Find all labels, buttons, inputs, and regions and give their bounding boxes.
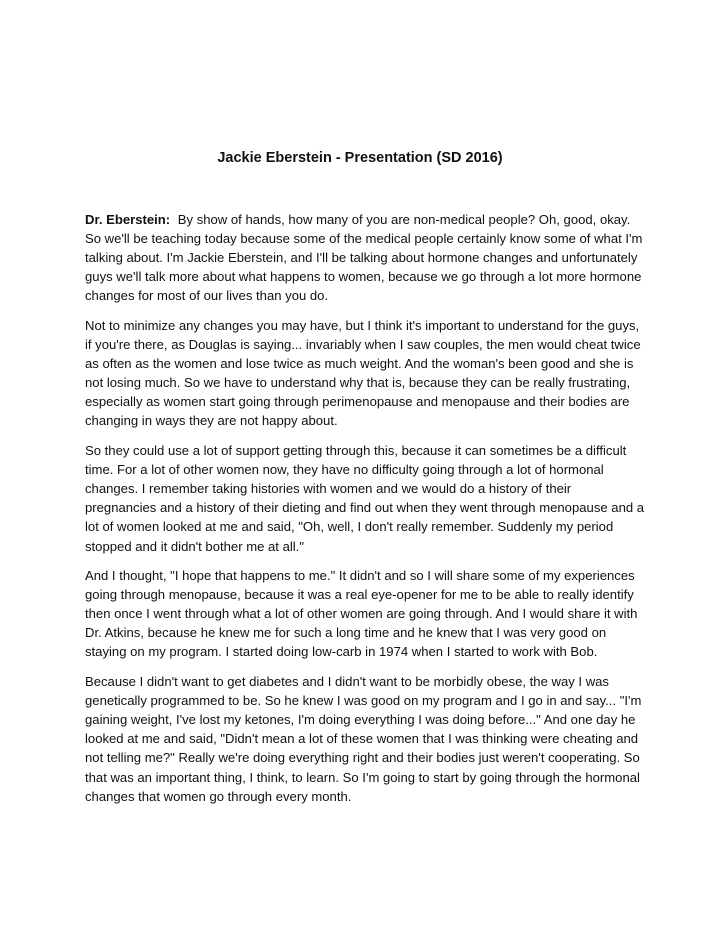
paragraph-4: And I thought, "I hope that happens to me." It didn't and so I will share some of my experiences going through menopause, because it was a real eye-opener for me to be able to really identify then once I went through what a lot of other women are going through. And I would share it with Dr. Atkins, because he knew me for such a long time and he knew that I was very good on staying on my program. I started doing low-carb in 1974 when I started to work with Bob.	[85, 568, 638, 660]
document-body	[85, 210, 645, 816]
paragraph-1	[85, 210, 645, 305]
paragraph-3: So they could use a lot of support getting through this, because it can sometimes be a difficult time. For a lot of other women now, they have no difficulty going through a lot of hormonal changes. I remember taking histories with women and we would do a history of their pregnancies and a history of their dieting and find out when they went through menopause and a lot of women looked at me and said, "Oh, well, I don't really remember. Suddenly my period stopped and it didn't bother me at all."	[85, 443, 645, 554]
paragraph-1-text: By show of hands, how many of you are non-medical people? Oh, good, okay. So we'll be teaching today because some of the medical people certainly know some of what I'm talking about. I'm Jackie Eberstein, and I'll be talking about hormone changes and unfortunately guys we'll talk more about what happens to women, because we go through a lot more hormone changes for most of our lives than you do.	[85, 212, 643, 304]
paragraph-2: Not to minimize any changes you may have, but I think it's important to understand for the guys, if you're there, as Douglas is saying... invariably when I saw couples, the men would cheat twice as often as the women and lose twice as much weight. And the woman's been good and she is not losing much. So we have to understand why that is, because they can be really frustrating, especially as women start going through perimenopause and menopause and their bodies are changing in ways they are not happy about.	[85, 317, 641, 429]
paragraph-5: Because I didn't want to get diabetes and I didn't want to be morbidly obese, the way I was genetically programmed to be. So he knew I was good on my program and I go in and say... "I'm gaining weight, I've lost my ketones, I'm doing everything I was doing before..." And one day he looked at me and said, "Didn't mean a lot of these women that I was thinking were cheating and not telling me?" Really we're doing everything right and their bodies just weren't cooperating. So that was an important thing, I think, to learn. So I'm going to start by going through the hormonal changes that women go through every month.	[85, 674, 642, 804]
document-title: Jackie Eberstein - Presentation (SD 2016)	[217, 150, 503, 166]
speaker-label: Dr. Eberstein:	[85, 212, 171, 227]
